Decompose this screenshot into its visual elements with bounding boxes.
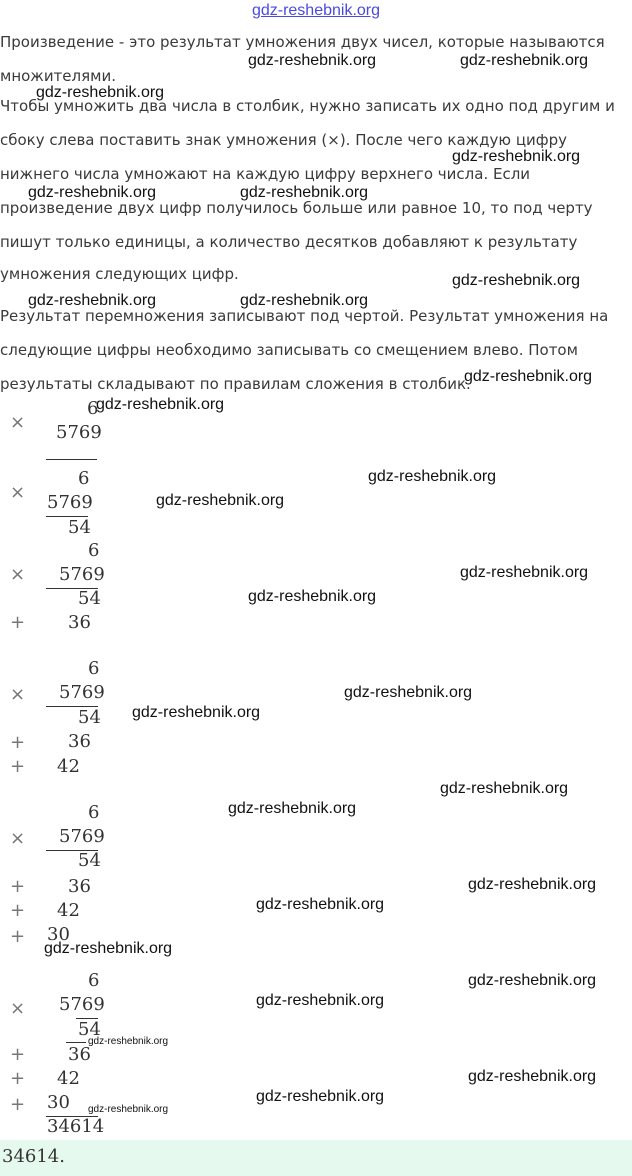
- step6-times-sign: ×: [10, 998, 26, 1019]
- step5-plus-sign-1: +: [10, 876, 26, 897]
- paragraph-line-4: сбоку слева поставить знак умножения (×). После чего каждую цифру: [0, 131, 568, 149]
- step6-plus-sign-2: +: [10, 1068, 26, 1089]
- step6-result: 34614: [47, 1116, 105, 1137]
- step4-times-sign: ×: [10, 684, 26, 705]
- watermark: gdz-reshebnik.org: [368, 468, 497, 485]
- watermark: gdz-reshebnik.org: [468, 876, 597, 893]
- step3-top-number: 6: [88, 540, 100, 561]
- watermark: gdz-reshebnik.org: [88, 1036, 169, 1047]
- step4-partial-2: 36: [68, 731, 91, 752]
- step6-plus-sign-3: +: [10, 1094, 26, 1115]
- paragraph-line-11: результаты складывают по правилам сложения в столбик.: [0, 375, 471, 393]
- watermark: gdz-reshebnik.org: [248, 588, 377, 605]
- watermark: gdz-reshebnik.org: [452, 148, 581, 165]
- step6-partial-1: 54: [78, 1019, 101, 1040]
- watermark: gdz-reshebnik.org: [248, 52, 377, 69]
- step6-plus-sign-1: +: [10, 1044, 26, 1065]
- watermark: gdz-reshebnik.org: [96, 396, 225, 413]
- step1-times-sign: ×: [10, 412, 26, 433]
- step4-top-number: 6: [88, 658, 100, 679]
- step6-partial-2: 36: [68, 1044, 91, 1065]
- watermark: gdz-reshebnik.org: [344, 684, 473, 701]
- step6-top-number: 6: [88, 970, 100, 991]
- step1-top-number: 6: [87, 398, 99, 419]
- watermark: gdz-reshebnik.org: [132, 704, 261, 721]
- watermark: gdz-reshebnik.org: [28, 184, 157, 201]
- step4-plus-sign-2: +: [10, 756, 26, 777]
- step3-plus-sign: +: [10, 612, 26, 633]
- step2-times-sign: ×: [10, 482, 26, 503]
- step5-partial-4: 30: [47, 924, 70, 945]
- step5-plus-sign-3: +: [10, 926, 26, 947]
- step2-bottom-number: 5769: [47, 492, 93, 513]
- step5-partial-1: 54: [78, 850, 101, 871]
- paragraph-line-10: следующие цифры необходимо записывать со смещением влево. Потом: [0, 341, 578, 359]
- step6-bottom-number: 5769: [59, 994, 105, 1015]
- watermark: gdz-reshebnik.org: [256, 896, 385, 913]
- step1-rule: [46, 459, 97, 460]
- step5-partial-2: 36: [68, 876, 91, 897]
- watermark: gdz-reshebnik.org: [468, 1068, 597, 1085]
- step5-plus-sign-2: +: [10, 900, 26, 921]
- step3-times-sign: ×: [10, 564, 26, 585]
- watermark: gdz-reshebnik.org: [256, 1088, 385, 1105]
- paragraph-line-2: множителями.: [0, 67, 116, 85]
- paragraph-line-1: Произведение - это результат умножения двух чисел, которые называются: [0, 33, 605, 51]
- answer-bar: [0, 1140, 632, 1176]
- paragraph-line-8: умножения следующих цифр.: [0, 265, 239, 283]
- watermark: gdz-reshebnik.org: [228, 800, 357, 817]
- paragraph-line-9: Результат перемножения записывают под чертой. Результат умножения на: [0, 307, 609, 325]
- step2-top-number: 6: [78, 468, 90, 489]
- step3-bottom-number: 5769: [59, 564, 105, 585]
- step2-partial-1: 54: [68, 517, 91, 538]
- watermark: gdz-reshebnik.org: [440, 780, 569, 797]
- watermark: gdz-reshebnik.org: [240, 184, 369, 201]
- watermark: gdz-reshebnik.org: [156, 492, 285, 509]
- watermark: gdz-reshebnik.org: [460, 52, 589, 69]
- paragraph-line-3: Чтобы умножить два числа в столбик, нужно записать их одно под другим и: [0, 97, 615, 115]
- paragraph-line-6: произведение двух цифр получилось больше или равное 10, то под черту: [0, 199, 593, 217]
- paragraph-line-5: нижнего числа умножают на каждую цифру верхнего числа. Если: [0, 165, 531, 183]
- step5-times-sign: ×: [10, 828, 26, 849]
- step4-partial-1: 54: [78, 707, 101, 728]
- answer-text: 34614.: [2, 1146, 65, 1167]
- watermark: gdz-reshebnik.org: [36, 84, 165, 101]
- watermark: gdz-reshebnik.org: [468, 972, 597, 989]
- site-header-link[interactable]: gdz-reshebnik.org: [251, 2, 381, 19]
- step6-rule-2: [66, 1042, 86, 1043]
- watermark: gdz-reshebnik.org: [88, 1104, 169, 1115]
- step3-partial-1: 54: [78, 588, 101, 609]
- watermark: gdz-reshebnik.org: [28, 292, 157, 309]
- watermark: gdz-reshebnik.org: [240, 292, 369, 309]
- step5-top-number: 6: [88, 802, 100, 823]
- step6-partial-3: 42: [57, 1068, 80, 1089]
- step5-partial-3: 42: [57, 900, 80, 921]
- step4-partial-3: 42: [57, 756, 80, 777]
- watermark: gdz-reshebnik.org: [464, 368, 593, 385]
- paragraph-line-7: пишут только единицы, а количество десятков добавляют к результату: [0, 233, 578, 251]
- watermark: gdz-reshebnik.org: [44, 940, 173, 957]
- watermark: gdz-reshebnik.org: [452, 272, 581, 289]
- step5-bottom-number: 5769: [59, 826, 105, 847]
- watermark: gdz-reshebnik.org: [256, 992, 385, 1009]
- step4-plus-sign-1: +: [10, 732, 26, 753]
- watermark: gdz-reshebnik.org: [460, 564, 589, 581]
- step6-partial-4: 30: [47, 1092, 70, 1113]
- step4-bottom-number: 5769: [59, 682, 105, 703]
- step3-partial-2: 36: [68, 612, 91, 633]
- step1-bottom-number: 5769: [56, 422, 102, 443]
